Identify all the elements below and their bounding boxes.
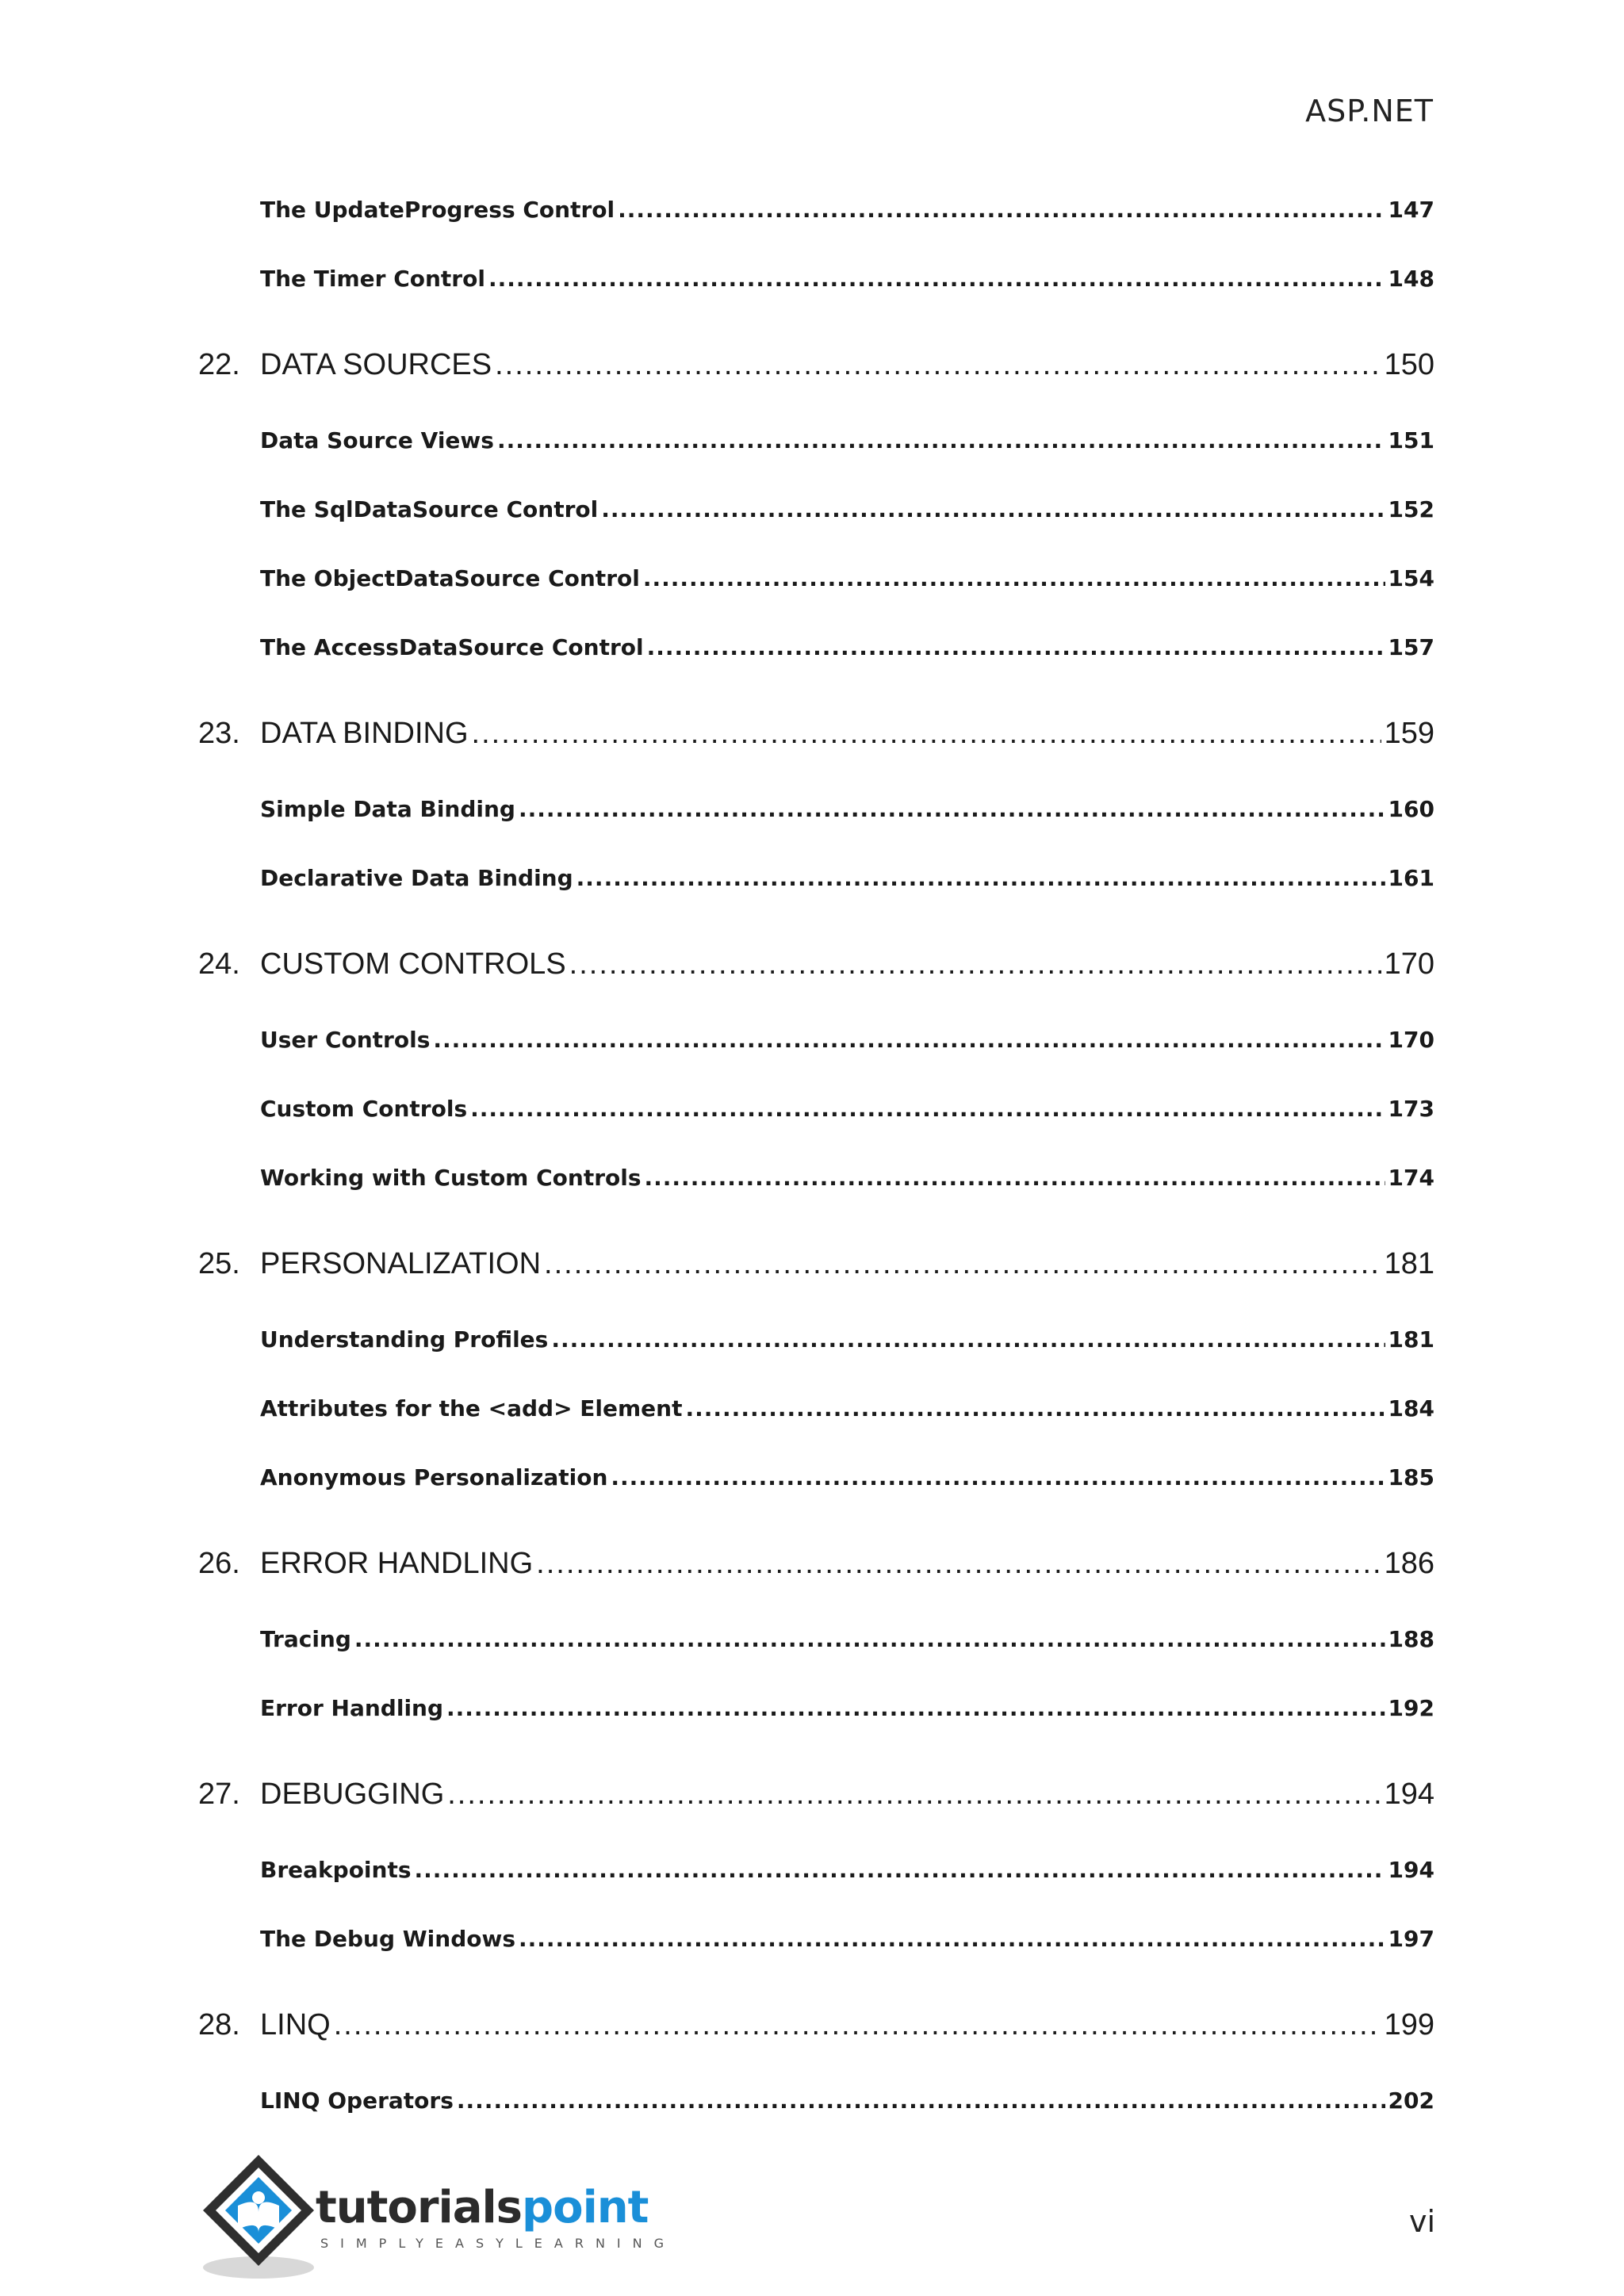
entry-title: Tracing (260, 1626, 351, 1652)
toc-chapter-entry[interactable] (198, 1777, 1434, 1812)
toc-section-entry[interactable] (198, 565, 1434, 591)
dot-leader (536, 1547, 1381, 1581)
entry-title: Declarative Data Binding (260, 865, 573, 891)
entry-title: Data Source Views (260, 427, 494, 453)
entry-page-number: 154 (1388, 565, 1434, 591)
running-header: ASP.NET (1305, 94, 1434, 128)
entry-page-number: 181 (1388, 1326, 1434, 1353)
dot-leader (544, 1247, 1381, 1281)
entry-title: LINQ (260, 2008, 331, 2042)
entry-page-number: 161 (1388, 865, 1434, 891)
chapter-number: 22. (198, 348, 240, 381)
entry-title: CUSTOM CONTROLS (260, 947, 566, 981)
entry-page-number: 170 (1384, 947, 1434, 981)
dot-leader (686, 1395, 1385, 1422)
entry-title: Understanding Profiles (260, 1326, 549, 1353)
entry-page-number: 202 (1388, 2087, 1434, 2114)
toc-section-entry[interactable] (198, 1626, 1434, 1652)
toc-section-entry[interactable] (198, 1926, 1434, 1952)
entry-page-number: 199 (1384, 2008, 1434, 2042)
dot-leader (601, 496, 1385, 522)
entry-page-number: 194 (1384, 1777, 1434, 1811)
dot-leader (334, 2008, 1381, 2042)
entry-title: DEBUGGING (260, 1777, 445, 1811)
dot-leader (497, 427, 1385, 453)
toc-section-entry[interactable] (198, 1857, 1434, 1883)
entry-title: ERROR HANDLING (260, 1547, 534, 1580)
entry-title: Breakpoints (260, 1857, 412, 1883)
dot-leader (415, 1857, 1385, 1883)
chapter-number: 23. (198, 717, 240, 750)
entry-page-number: 157 (1388, 634, 1434, 660)
dot-leader (647, 634, 1385, 660)
entry-page-number: 152 (1388, 496, 1434, 522)
dot-leader (519, 796, 1385, 822)
dot-leader (576, 865, 1385, 891)
entry-title: DATA BINDING (260, 717, 469, 750)
entry-title: The Timer Control (260, 266, 485, 292)
logo-wordmark: tutorialspoint (316, 2182, 649, 2233)
dot-leader (618, 197, 1385, 223)
toc-section-entry[interactable] (198, 427, 1434, 453)
entry-page-number: 147 (1388, 197, 1434, 223)
toc-chapter-entry[interactable] (198, 947, 1434, 982)
entry-page-number: 186 (1384, 1547, 1434, 1580)
dot-leader (457, 2087, 1385, 2114)
toc-section-entry[interactable] (198, 197, 1434, 223)
dot-leader (551, 1326, 1385, 1353)
entry-title: PERSONALIZATION (260, 1247, 542, 1280)
toc-section-entry[interactable] (198, 796, 1434, 822)
entry-page-number: 194 (1388, 1857, 1434, 1883)
entry-page-number: 151 (1388, 427, 1434, 453)
entry-page-number: 160 (1388, 796, 1434, 822)
entry-page-number: 150 (1384, 348, 1434, 381)
book-diamond-logo-icon (197, 2150, 316, 2285)
logo-tagline: SIMPLYEASYLEARNING (320, 2236, 676, 2251)
chapter-number: 24. (198, 947, 240, 981)
toc-section-entry[interactable] (198, 1695, 1434, 1721)
toc-chapter-entry[interactable] (198, 717, 1434, 751)
entry-title: Simple Data Binding (260, 796, 515, 822)
toc-chapter-entry[interactable] (198, 1547, 1434, 1581)
entry-page-number: 192 (1388, 1695, 1434, 1721)
toc-chapter-entry[interactable] (198, 2008, 1434, 2042)
toc-section-entry[interactable] (198, 1165, 1434, 1191)
toc-section-entry[interactable] (198, 1326, 1434, 1353)
chapter-number: 28. (198, 2008, 240, 2042)
dot-leader (472, 717, 1381, 751)
entry-page-number: 184 (1388, 1395, 1434, 1422)
chapter-number: 26. (198, 1547, 240, 1580)
dot-leader (611, 1464, 1385, 1490)
entry-page-number: 188 (1388, 1626, 1434, 1652)
dot-leader (470, 1096, 1385, 1122)
tutorialspoint-logo (197, 2150, 676, 2285)
toc-section-entry[interactable] (198, 266, 1434, 292)
entry-page-number: 173 (1388, 1096, 1434, 1122)
entry-title: The SqlDataSource Control (260, 496, 599, 522)
page-number: vi (1408, 2204, 1435, 2239)
toc-section-entry[interactable] (198, 1464, 1434, 1490)
dot-leader (433, 1027, 1385, 1053)
chapter-number: 27. (198, 1777, 240, 1811)
entry-page-number: 174 (1388, 1165, 1434, 1191)
entry-page-number: 181 (1384, 1247, 1434, 1280)
toc-section-entry[interactable] (198, 1096, 1434, 1122)
entry-title: The UpdateProgress Control (260, 197, 615, 223)
chapter-number: 25. (198, 1247, 240, 1280)
entry-title: The AccessDataSource Control (260, 634, 644, 660)
entry-page-number: 197 (1388, 1926, 1434, 1952)
toc-chapter-entry[interactable] (198, 1247, 1434, 1281)
entry-page-number: 159 (1384, 717, 1434, 750)
entry-page-number: 185 (1388, 1464, 1434, 1490)
entry-page-number: 170 (1388, 1027, 1434, 1053)
entry-title: LINQ Operators (260, 2087, 454, 2114)
dot-leader (446, 1695, 1385, 1721)
dot-leader (643, 565, 1385, 591)
toc-section-entry[interactable] (198, 2087, 1434, 2114)
dot-leader (645, 1165, 1385, 1191)
toc-section-entry[interactable] (198, 496, 1434, 522)
entry-title: The ObjectDataSource Control (260, 565, 640, 591)
entry-title: Anonymous Personalization (260, 1464, 608, 1490)
dot-leader (447, 1777, 1381, 1812)
dot-leader (519, 1926, 1385, 1952)
entry-title: Attributes for the <add> Element (260, 1395, 683, 1422)
entry-title: Working with Custom Controls (260, 1165, 642, 1191)
dot-leader (569, 947, 1381, 982)
dot-leader (495, 348, 1381, 382)
toc-section-entry[interactable] (198, 1027, 1434, 1053)
entry-title: Error Handling (260, 1695, 444, 1721)
entry-title: DATA SOURCES (260, 348, 492, 381)
entry-title: Custom Controls (260, 1096, 468, 1122)
toc-section-entry[interactable] (198, 634, 1434, 660)
dot-leader (354, 1626, 1385, 1652)
entry-page-number: 148 (1388, 266, 1434, 292)
entry-title: The Debug Windows (260, 1926, 515, 1952)
toc-section-entry[interactable] (198, 865, 1434, 891)
dot-leader (488, 266, 1385, 292)
entry-title: User Controls (260, 1027, 431, 1053)
toc-section-entry[interactable] (198, 1395, 1434, 1422)
toc-chapter-entry[interactable] (198, 348, 1434, 382)
